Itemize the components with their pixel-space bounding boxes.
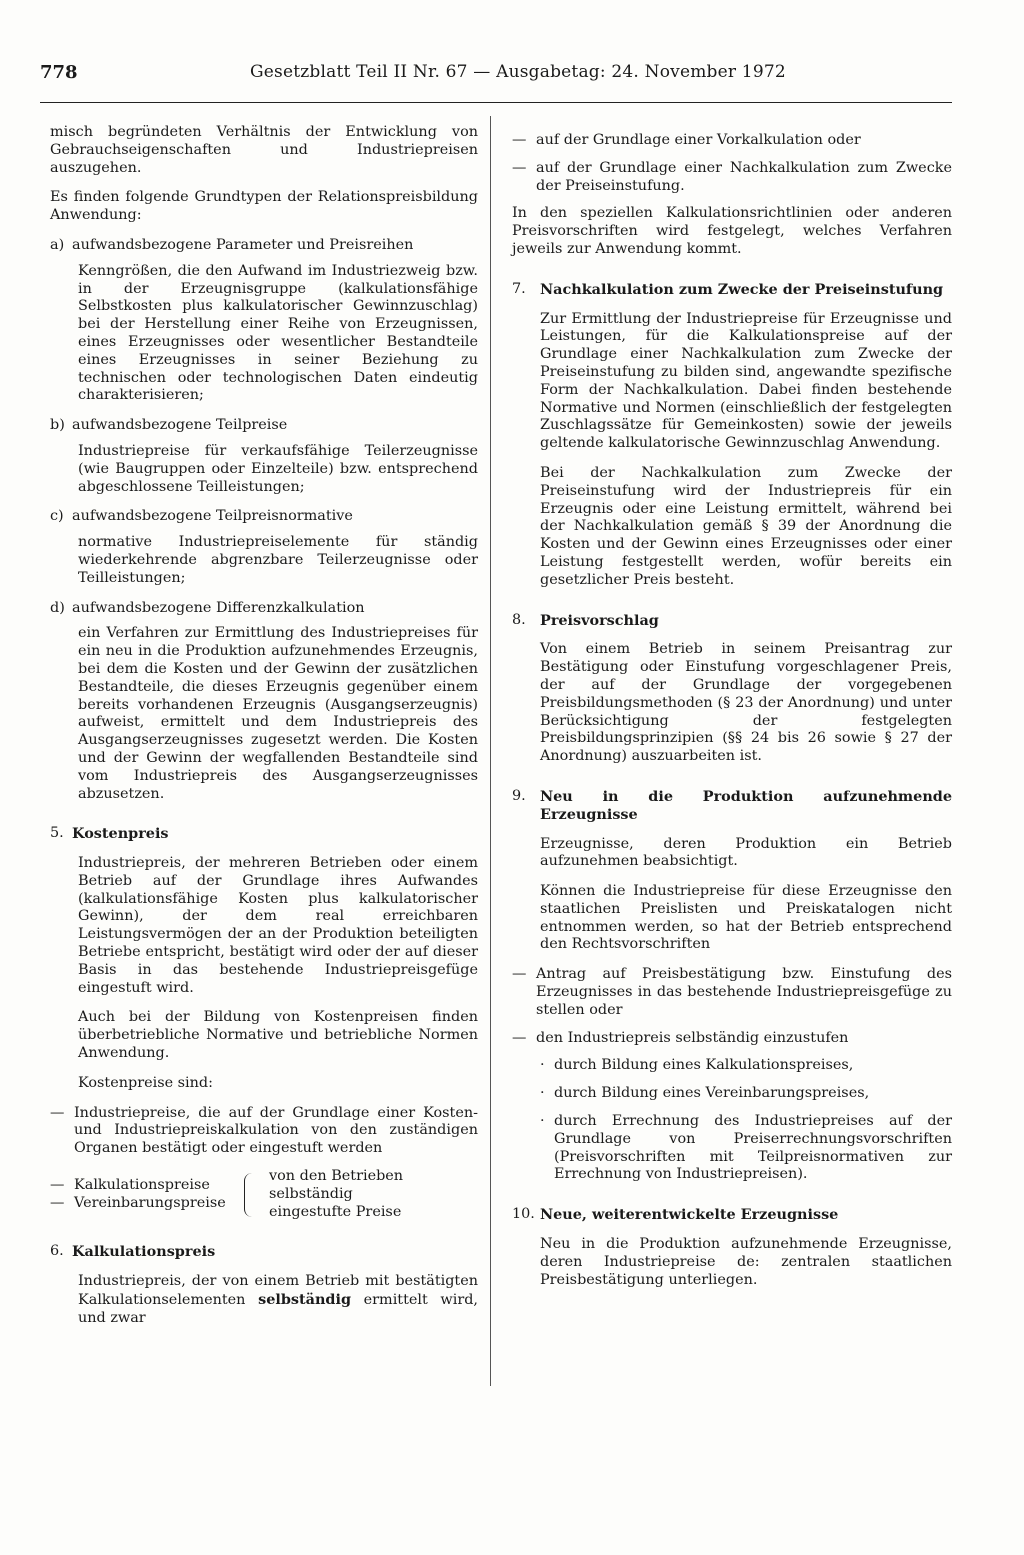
item-text: normative Industriepreiselemente für ständig wiederkehrende abgrenzbare Teilerzeugnisse oder Teilleistungen;	[78, 534, 478, 586]
dash-item-text: Antrag auf Preisbestätigung bzw. Einstufung des Erzeugnisses in das bestehende Industriepreisgefüge zu stellen oder	[536, 966, 952, 1018]
list-item-a	[50, 237, 478, 405]
dash-item-text: Kalkulationspreise	[74, 1176, 210, 1193]
dot-item-text: durch Errechnung des Industriepreises auf der Grundlage von Preiserrechnungsvorschriften (Preisvorschriften mit Teilpreisnormativen zur Errechnung von Industriepreisen).	[554, 1113, 952, 1183]
dash-item-text: Vereinbarungspreise	[74, 1194, 226, 1211]
section-title: Kalkulationspreis	[72, 1243, 216, 1261]
item-title: aufwandsbezogene Differenzkalkulation	[72, 599, 365, 616]
item-text: ein Verfahren zur Ermittlung des Industriepreises für ein neu in die Produktion aufzunehmendes Erzeugnis, bei dem die Kosten und der Gewinn der zusätzlichen Bestandteile, die dieses Erzeugnis gegenüber einem bereits vorhandenen Erzeugnis (Ausgangserzeugnis) aufweist, ermittelt und dem Industriepreis des Ausgangserzeugnisses zugesetzt werden. Die Kosten und der Gewinn der wegfallenden Bestandteile sind vom Industriepreis des Ausgangserzeugnisses abzusetzen.	[78, 625, 478, 802]
section-heading-6	[50, 1243, 478, 1261]
item-text: Kenngrößen, die den Aufwand im Industriezweig bzw. in der Erzeugnisgruppe (kalkulationsfähige Selbstkosten plus kalkulatorischer Gewinnzuschlag) bei der Herstellung einer Reihe von Erzeugnissen, eines Erzeugnisses oder wesentlicher Bestandteile eines Erzeugnisses in seiner Beziehung zu technischen oder technologischen Daten eindeutig charakterisieren;	[78, 262, 478, 404]
paragraph: Zur Ermittlung der Industriepreise für Erzeugnisse und Leistungen, für die Kalkulationspreise auf der Grundlage einer Nachkalkulation zum Zwecke der Preiseinstufung zu bilden sind, angewandte spezifische Form der Nachkalkulation. Dabei finden bestehende Normative und Normen (einschließlich der festgelegten Zuschlagssätze für Gemeinkosten) sowie der jeweils geltende kalkulatorische Gewinnzuschlag Anwendung.	[540, 310, 952, 452]
item-text: Industriepreise für verkaufsfähige Teilerzeugnisse (wie Baugruppen oder Einzelteile) bzw. entsprechend abgeschlossene Teilleistungen;	[78, 442, 478, 495]
dot-item: · durch Bildung eines Kalkulationspreises,	[540, 1057, 952, 1075]
item-title: aufwandsbezogene Parameter und Preisreihen	[72, 236, 414, 253]
paragraph: Erzeugnisse, deren Produktion ein Betrieb aufzunehmen beabsichtigt.	[540, 835, 952, 870]
section-heading-9	[512, 788, 952, 824]
dash-item: — Industriepreise, die auf der Grundlage einer Kosten- und Industriepreiskalkulation von den zuständigen Organen bestätigt oder eingestuft werden	[50, 1104, 478, 1157]
paragraph: Neu in die Produktion aufzunehmende Erzeugnisse, deren Industriepreise de: zentralen staatlichen Preisbestätigung unterliegen.	[540, 1236, 952, 1288]
section-number: 5.	[50, 825, 64, 842]
section-heading-5	[50, 825, 478, 843]
dash-item-text: den Industriepreis selbständig einzustufen	[536, 1029, 849, 1046]
section-heading-10	[512, 1206, 952, 1224]
paragraph: In den speziellen Kalkulationsrichtlinien oder anderen Preisvorschriften wird festgelegt, welches Verfahren jeweils zur Anwendung kommt.	[512, 205, 952, 257]
brace-group: — Kalkulationspreise — Vereinbarungspreise von den Betrieben selbständig eingestufte Preise	[50, 1168, 478, 1221]
section-heading-8	[512, 612, 952, 630]
section-title: Kostenpreis	[72, 825, 169, 843]
running-head: Gesetzblatt Teil II Nr. 67 — Ausgabetag: 24. November 1972	[250, 62, 786, 82]
item-title: aufwandsbezogene Teilpreisnormative	[72, 508, 353, 525]
section-number: 6.	[50, 1243, 64, 1260]
paragraph: Industriepreis, der von einem Betrieb mit bestätigten Kalkulationselementen selbständig ermittelt wird, und zwar	[78, 1273, 478, 1326]
brace-icon	[244, 1173, 263, 1217]
paragraph: Es finden folgende Grundtypen der Relationspreisbildung Anwendung:	[50, 189, 478, 224]
right-column	[512, 132, 952, 1301]
paragraph: misch begründeten Verhältnis der Entwicklung von Gebrauchseigenschaften und Industriepreisen auszugehen.	[50, 124, 478, 176]
list-item-d	[50, 600, 478, 804]
column-divider	[490, 116, 491, 1386]
dash-item: — auf der Grundlage einer Nachkalkulation zum Zwecke der Preiseinstufung.	[512, 159, 952, 194]
section-title: Preisvorschlag	[540, 611, 659, 629]
dash-item-text: auf der Grundlage einer Nachkalkulation zum Zwecke der Preiseinstufung.	[536, 159, 952, 194]
page-header	[40, 62, 952, 102]
dash-item: — Antrag auf Preisbestätigung bzw. Einstufung des Erzeugnisses in das bestehende Industriepreisgefüge zu stellen oder	[512, 966, 952, 1018]
section-number: 7.	[512, 280, 526, 297]
item-label: b)	[50, 417, 65, 434]
list-item-c	[50, 508, 478, 587]
item-label: a)	[50, 236, 65, 253]
item-label: d)	[50, 599, 65, 616]
list-item-b	[50, 417, 478, 496]
section-title: Nachkalkulation zum Zwecke der Preiseinstufung	[540, 280, 944, 298]
dash-item-text: auf der Grundlage einer Vorkalkulation oder	[536, 132, 861, 148]
dot-item: · durch Errechnung des Industriepreises auf der Grundlage von Preiserrechnungsvorschriften (Preisvorschriften mit Teilpreisnormativen zur Errechnung von Industriepreisen).	[540, 1113, 952, 1183]
dash-item: — den Industriepreis selbständig einzustufen	[512, 1030, 952, 1048]
header-rule	[40, 102, 952, 103]
page-number: 778	[40, 62, 78, 83]
section-title: Neu in die Produktion aufzunehmende Erzeugnisse	[540, 787, 952, 823]
dot-item-text: durch Bildung eines Vereinbarungspreises,	[554, 1085, 870, 1102]
section-heading-7	[512, 281, 952, 299]
paragraph: Kostenpreise sind:	[78, 1074, 213, 1091]
dot-item: · durch Bildung eines Vereinbarungspreises,	[540, 1085, 952, 1103]
paragraph: Auch bei der Bildung von Kostenpreisen finden überbetriebliche Normative und betriebliche Normen Anwendung.	[78, 1009, 478, 1062]
brace-text: von den Betrieben selbständig eingestufte Preise	[269, 1168, 404, 1220]
section-number: 10.	[512, 1206, 535, 1223]
paragraph: Können die Industriepreise für diese Erzeugnisse den staatlichen Preislisten und Preiskatalogen nicht entnommen werden, so hat der Betrieb entsprechend den Rechtsvorschriften	[540, 883, 952, 953]
left-column	[50, 124, 478, 1340]
paragraph: Von einem Betrieb in seinem Preisantrag zur Bestätigung oder Einstufung vorgeschlagener Preis, der auf der Grundlage der vorgegebenen Preisbildungsmethoden (§ 23 der Anordnung) und unter Berücksichtigung der festgelegten Preisbildungsprinzipien (§§ 24 bis 26 sowie § 27 der Anordnung) auszuarbeiten ist.	[540, 641, 952, 765]
paragraph: Bei der Nachkalkulation zum Zwecke der Preiseinstufung wird der Industriepreis für ein Erzeugnis oder eine Leistung ermittelt, während bei der Nachkalkulation gemäß § 39 der Anordnung die Kosten und der Gewinn eines Erzeugnisses oder einer Leistung festgestellt werden, wofür bereits ein gesetzlicher Preis besteht.	[540, 464, 952, 588]
dash-item: — auf der Grundlage einer Vorkalkulation oder	[512, 132, 952, 150]
section-number: 9.	[512, 787, 526, 804]
paragraph: Industriepreis, der mehreren Betrieben oder einem Betrieb auf der Grundlage ihres Aufwandes (kalkulationsfähige Kosten plus kalkulatorischer Gewinn), der dem real erreichbaren Leistungsvermögen der an der Produktion beteiligten Betriebe entspricht, bestätigt wird oder der auf dieser Basis in das bestehende Industriepreisgefüge eingestuft wird.	[78, 855, 478, 996]
item-title: aufwandsbezogene Teilpreise	[72, 417, 288, 434]
item-label: c)	[50, 508, 64, 525]
section-number: 8.	[512, 611, 526, 628]
section-title: Neue, weiterentwickelte Erzeugnisse	[540, 1206, 839, 1224]
dash-item-text: Industriepreise, die auf der Grundlage einer Kosten- und Industriepreiskalkulation von den zuständigen Organen bestätigt oder eingestuft werden	[74, 1104, 478, 1157]
dot-item-text: durch Bildung eines Kalkulationspreises,	[554, 1057, 854, 1074]
